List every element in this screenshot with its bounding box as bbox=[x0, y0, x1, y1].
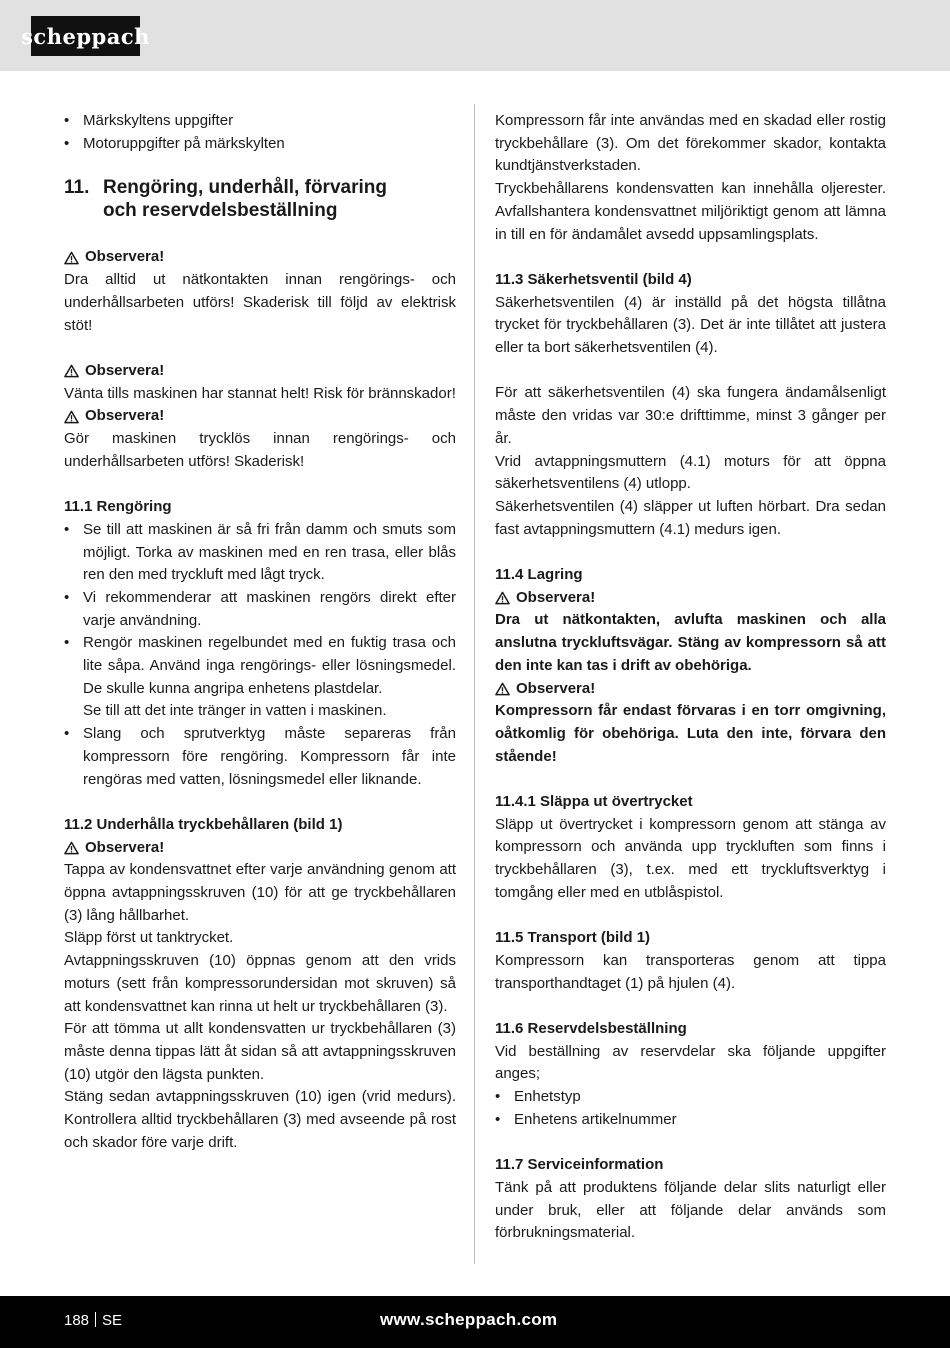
section-heading: 11.4.1 Släppa ut övertrycket bbox=[495, 793, 693, 811]
paragraph: Säkerhetsventilen (4) släpper ut luften hörbart. Dra sedan fast avtappningsmuttern (4.1) medurs igen. bbox=[495, 497, 886, 538]
list-item: • Märkskyltens uppgifter bbox=[64, 110, 456, 133]
page-header bbox=[0, 0, 950, 71]
paragraph: För att tömma ut allt kondensvatten ur tryckbehållaren (3) måste denna tippas lätt åt sidan så att avtappningsskruven (10) utgör den lägsta punkten. bbox=[64, 1020, 456, 1083]
page-number: 188 bbox=[64, 1312, 90, 1329]
list-item: • Motoruppgifter på märkskylten bbox=[64, 133, 456, 156]
chapter-heading bbox=[64, 176, 456, 222]
warning-label-text: Observera! bbox=[85, 407, 165, 425]
warning-triangle-icon bbox=[495, 682, 510, 696]
chapter-title-line2: och reservdelsbeställning bbox=[103, 200, 338, 222]
footer-separator bbox=[95, 1312, 96, 1327]
warning-label-text: Observera! bbox=[516, 679, 596, 697]
paragraph: Vrid avtappningsmuttern (4.1) moturs för att öppna säkerhetsventilens (4) utlopp. bbox=[495, 452, 886, 493]
warning-triangle-icon bbox=[64, 841, 79, 855]
warning-text: Vänta tills maskinen har stannat helt! Risk för brännskador! bbox=[64, 384, 456, 402]
warning-text: Dra alltid ut nätkontakten innan rengörings- och underhållsarbeten utförs! Skaderisk till följd av elektrisk stöt! bbox=[64, 271, 456, 334]
list-item: • Rengör maskinen regelbundet med en fuktig trasa och lite såpa. Använd inga rengörings- eller lösningsmedel. De skulle kunna angripa enhetens plastdelar. bbox=[64, 632, 456, 700]
warning-text: Gör maskinen trycklös innan rengörings- och underhållsarbeten utförs! Skaderisk! bbox=[64, 430, 456, 470]
paragraph: Avtappningsskruven (10) öppnas genom att den vrids moturs (sett från kompressorundersidan mot skruven) så att kondensvattnet kan rinna ut helt ur tryckbehållaren (3). bbox=[64, 952, 456, 1015]
section-heading: 11.5 Transport (bild 1) bbox=[495, 929, 651, 947]
warning-label bbox=[495, 678, 886, 701]
section-heading: 11.3 Säkerhetsventil (bild 4) bbox=[495, 270, 692, 288]
paragraph: Kompressorn kan transporteras genom att tippa transporthandtaget (1) på hjulen (4). bbox=[495, 951, 886, 992]
chapter-number: 11. bbox=[64, 177, 90, 199]
warning-text: Kompressorn får endast förvaras i en torr omgivning, oåtkomlig för obehöriga. Luta den inte, förvara den stående! bbox=[495, 702, 886, 765]
paragraph: Kompressorn får inte användas med en skadad eller rostig tryckbehållare (3). Om det förekommer skador, kontakta kundtjänstverkstaden. bbox=[495, 112, 886, 175]
warning-label bbox=[64, 246, 456, 269]
paragraph: Vid beställning av reservdelar ska följande uppgifter anges; bbox=[495, 1042, 886, 1083]
scheppach-logo[interactable]: scheppach bbox=[31, 16, 140, 56]
paragraph: Släpp först ut tanktrycket. bbox=[64, 929, 234, 947]
page-footer bbox=[0, 1296, 950, 1348]
warning-text: Dra ut nätkontakten, avlufta maskinen och alla anslutna tryckluftsvägar. Stäng av kompressorn så att den inte kan tas i drift av obehöriga. bbox=[495, 611, 886, 674]
paragraph: Tappa av kondensvattnet efter varje användning genom att öppna avtappningsskruven (10) för att ge tryckbehållaren (3) lång hållbarhet. bbox=[64, 861, 456, 924]
warning-label bbox=[495, 587, 886, 610]
warning-triangle-icon bbox=[495, 591, 510, 605]
paragraph: Stäng sedan avtappningsskruven (10) igen (vrid medurs). Kontrollera alltid tryckbehållaren (3) med avseende på rost och skador före varje drift. bbox=[64, 1088, 456, 1151]
warning-triangle-icon bbox=[64, 410, 79, 424]
chapter-title-line1: Rengöring, underhåll, förvaring bbox=[103, 177, 387, 199]
warning-label-text: Observera! bbox=[85, 838, 165, 856]
language-code: SE bbox=[102, 1312, 123, 1329]
section-heading: 11.4 Lagring bbox=[495, 566, 583, 584]
warning-label-text: Observera! bbox=[85, 361, 165, 379]
left-column bbox=[64, 110, 456, 1154]
paragraph: Säkerhetsventilen (4) är inställd på det högsta tillåtna trycket för tryckbehållaren (3). Det är inte tillåtet att justera eller ta bort säkerhetsventilen (4). bbox=[495, 293, 886, 357]
list-item: • Slang och sprutverktyg måste separeras från kompressorn före rengöring. Kompressorn får inte rengöras med vatten, lösningsmedel eller liknande. bbox=[64, 723, 456, 791]
list-item-continuation: Se till att det inte tränger in vatten i maskinen. bbox=[83, 702, 387, 720]
list-item: • Vi rekommenderar att maskinen rengörs direkt efter varje användning. bbox=[64, 587, 456, 632]
website-link[interactable]: www.scheppach.com bbox=[380, 1310, 558, 1329]
warning-triangle-icon bbox=[64, 364, 79, 378]
warning-label bbox=[64, 360, 456, 383]
section-heading: 11.2 Underhålla tryckbehållaren (bild 1) bbox=[64, 815, 343, 833]
paragraph: Tänk på att produktens följande delar slits naturligt eller under bruk, eller att följande delar används som förbrukningsmaterial. bbox=[495, 1178, 886, 1242]
list-item: • Enhetstyp bbox=[495, 1086, 886, 1109]
paragraph: Tryckbehållarens kondensvatten kan innehålla oljerester. Avfallshantera kondensvattnet miljöriktigt genom att lämna in till en för ändamålet avsedd uppsamlingsplats. bbox=[495, 180, 886, 243]
right-column bbox=[495, 110, 886, 1245]
section-heading: 11.6 Reservdelsbeställning bbox=[495, 1020, 687, 1038]
page-number-block bbox=[64, 1310, 122, 1332]
warning-label-text: Observera! bbox=[85, 248, 165, 266]
section-heading: 11.7 Serviceinformation bbox=[495, 1156, 664, 1174]
section-heading: 11.1 Rengöring bbox=[64, 498, 172, 516]
warning-triangle-icon bbox=[64, 251, 79, 265]
warning-label-text: Observera! bbox=[516, 588, 596, 606]
column-divider bbox=[474, 104, 475, 1264]
chapter-title bbox=[103, 176, 387, 222]
paragraph: Släpp ut övertrycket i kompressorn genom att stänga av kompressorn och använda upp tryckluften som finns i tryckbehållaren (3), t.ex. med ett tryckluftsverktyg i tomgång eller med en utblåspistol. bbox=[495, 815, 886, 901]
paragraph: För att säkerhetsventilen (4) ska fungera ändamålsenligt måste den vridas var 30:e drifttimme, minst 3 gånger per år. bbox=[495, 384, 886, 447]
warning-label bbox=[64, 837, 456, 860]
warning-label bbox=[64, 405, 456, 428]
list-item: • Se till att maskinen är så fri från damm och smuts som möjligt. Torka av maskinen med en ren trasa, eller blås ren den med tryckluft med lågt tryck. bbox=[64, 519, 456, 587]
list-item: • Enhetens artikelnummer bbox=[495, 1109, 886, 1132]
